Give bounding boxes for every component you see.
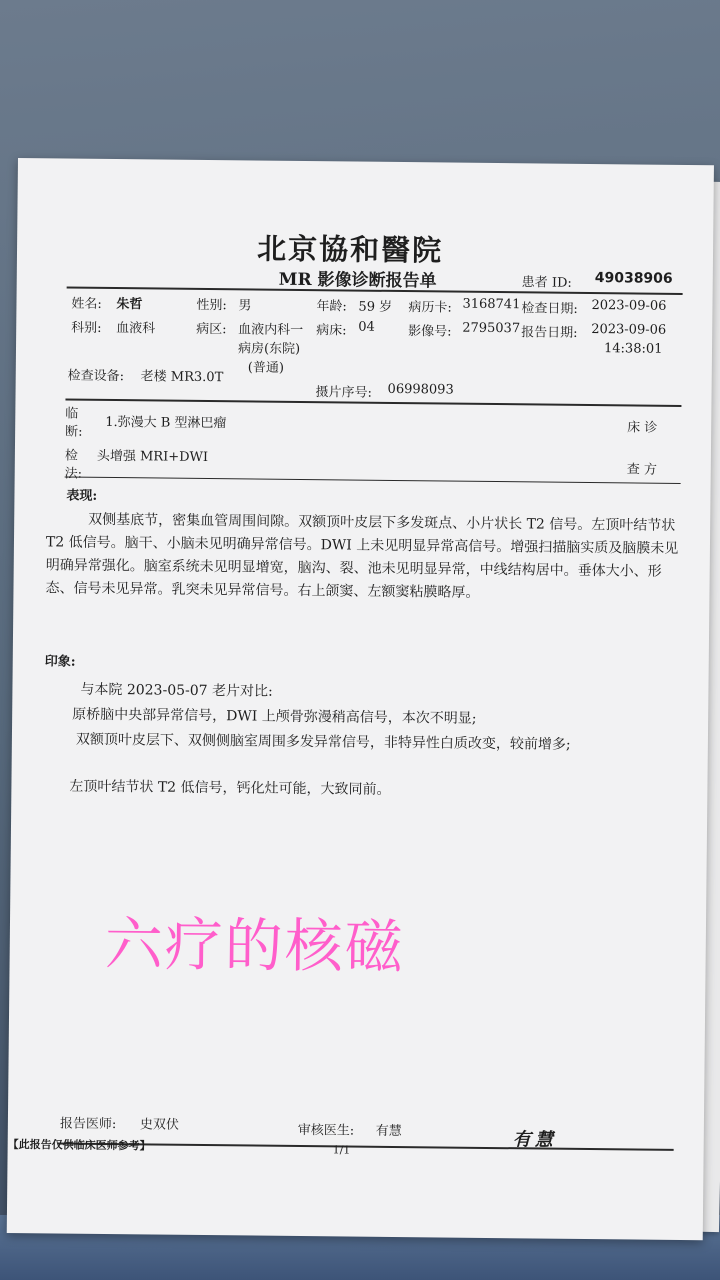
- age: 59 岁: [358, 299, 393, 315]
- image-number: 2795037: [462, 320, 521, 337]
- gender-label: 性别:: [196, 297, 227, 314]
- patient-name: 朱哲: [116, 297, 143, 313]
- ward-line2: 病房(东院): [237, 341, 301, 357]
- clinical-label-1: 临: [65, 406, 79, 422]
- page-number: 1/1: [332, 1143, 351, 1157]
- patient-id: 49038906: [594, 270, 673, 287]
- bed-label: 病床:: [316, 323, 347, 339]
- clinical-label-2: 断:: [65, 424, 83, 440]
- record-label: 病历卡:: [408, 300, 452, 316]
- ward-line3: (普通): [247, 360, 285, 376]
- report-time: 14:38:01: [603, 341, 663, 357]
- record-number: 3168741: [462, 296, 521, 313]
- impression-line: 左顶叶结节状 T2 低信号，钙化灶可能，大致同前。: [69, 778, 391, 798]
- findings-text: 双侧基底节，密集血管周围间隙。双额顶叶皮层下多发斑点、小片状长 T2 信号。左顶叶结节状 T2 低信号。脑干、小脑未见明确异常信号。DWI 上未见明显异常高信号。增强扫描脑实质及脑膜未见明确异常强化。脑室系统未见明显增宽，脑沟、裂、池未见明显异常，中线结构居中。垂体大小、形态、信号未见异常。乳突未见异常信号。右上颌窦、左额窦粘膜略厚。: [45, 511, 679, 601]
- info-rule: [65, 399, 681, 407]
- report-title: MR 影像诊断报告单: [278, 269, 437, 292]
- reviewer-name: 有慧: [375, 1123, 402, 1140]
- findings-heading: 表现:: [66, 488, 98, 504]
- ward-label: 病区:: [196, 321, 227, 338]
- reporter-label: 报告医师:: [59, 1116, 117, 1133]
- film-number: 06998093: [387, 381, 454, 398]
- impression-heading: 印象:: [44, 654, 76, 670]
- exam-date-label: 检查日期:: [521, 301, 578, 317]
- hospital-name: 北京協和醫院: [256, 231, 444, 268]
- footer-note: 【此报告仅供临床医师参考】: [7, 1137, 151, 1153]
- clinical-right-label: 床 诊: [627, 420, 658, 436]
- method-label-1: 检: [64, 448, 78, 464]
- reviewer-label: 审核医生:: [297, 1122, 355, 1139]
- handwritten-signature: 有慧: [512, 1129, 557, 1151]
- device-label: 检查设备:: [67, 368, 125, 385]
- film-label: 摄片序号:: [315, 385, 373, 401]
- impression-line: 双额顶叶皮层下、双侧侧脑室周围多发异常信号，非特异性白质改变，较前增多;: [75, 731, 571, 753]
- clinical-diagnosis: 1.弥漫大 B 型淋巴瘤: [105, 414, 227, 432]
- impression-line: 与本院 2023-05-07 老片对比:: [80, 681, 273, 700]
- patient-id-label: 患者 ID:: [521, 275, 572, 291]
- gender: 男: [238, 298, 252, 314]
- dept-label: 科别:: [71, 320, 102, 336]
- report-date: 2023-09-06: [591, 322, 667, 338]
- report-date-label: 报告日期:: [521, 325, 578, 341]
- impression-line: 原桥脑中央部异常信号，DWI 上颅骨弥漫稍高信号，本次不明显;: [72, 706, 477, 727]
- ward-line1: 血液内科一: [238, 322, 304, 338]
- method-label-2: 法:: [64, 466, 83, 482]
- dept: 血液科: [116, 321, 156, 337]
- method-rule: [65, 477, 681, 484]
- report-paper: [7, 158, 714, 1240]
- image-label: 影像号:: [408, 324, 452, 340]
- name-label: 姓名:: [71, 296, 102, 312]
- exam-date: 2023-09-06: [591, 298, 667, 314]
- method-right-label: 查 方: [626, 462, 657, 478]
- age-label: 年龄:: [316, 299, 347, 315]
- reporter-name: 史双伏: [139, 1117, 179, 1133]
- bed: 04: [358, 319, 375, 335]
- pink-handwritten-caption: 六疗的核磁: [104, 909, 406, 982]
- exam-method: 头增强 MRI+DWI: [96, 448, 209, 466]
- device: 老楼 MR3.0T: [140, 369, 224, 386]
